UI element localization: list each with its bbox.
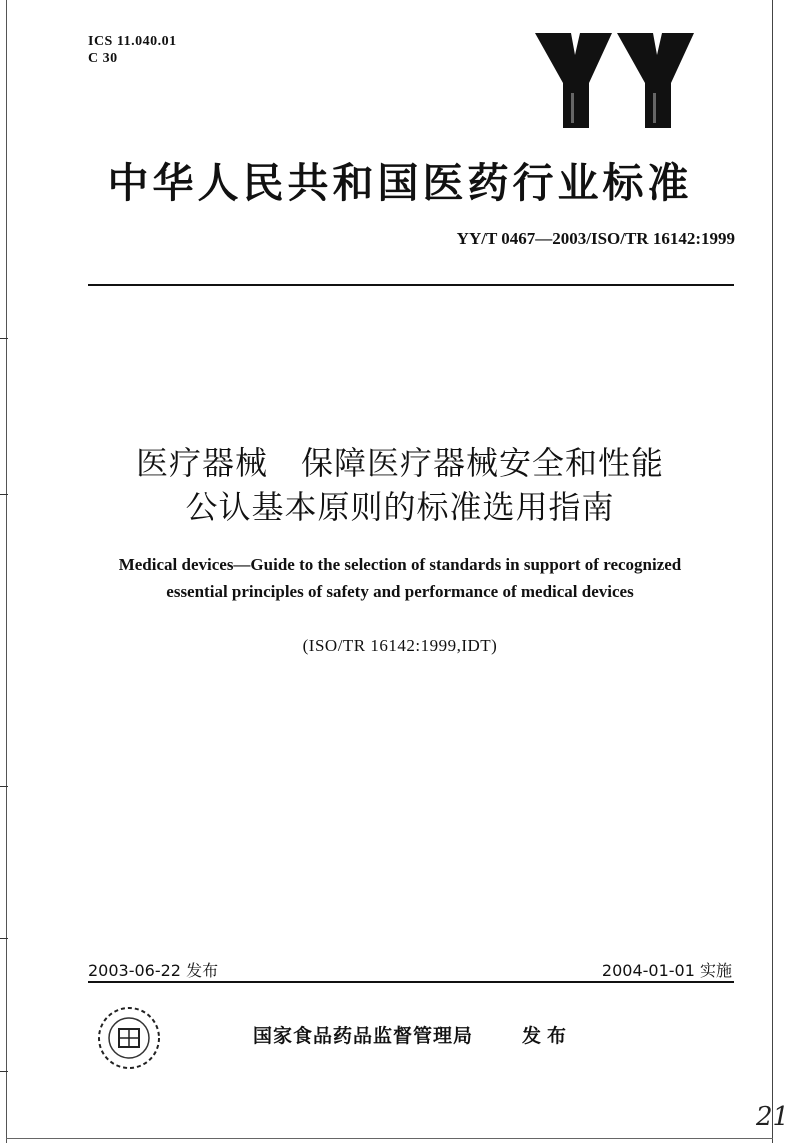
- standard-body-title: 中华人民共和国医药行业标准: [107, 159, 693, 207]
- margin-tick: [0, 938, 8, 939]
- title-cn-line2: 公认基本原则的标准选用指南: [185, 488, 615, 526]
- equivalence-note: (ISO/TR 16142:1999,IDT): [302, 636, 498, 655]
- margin-tick: [0, 786, 8, 787]
- publish-label: 发布: [522, 1025, 573, 1047]
- issuer-seal-icon: [92, 1005, 166, 1071]
- left-page-edge: [6, 0, 7, 1143]
- ccs-classification: C 30: [88, 51, 118, 66]
- effective-date: 2004-01-01 实施: [601, 961, 732, 980]
- title-cn-line1: 医疗器械 保障医疗器械安全和性能: [135, 444, 664, 482]
- handwritten-page-number: 21: [756, 1102, 790, 1132]
- right-page-edge: [772, 0, 773, 1143]
- yy-standard-mark: [535, 33, 695, 128]
- margin-tick: [0, 338, 8, 339]
- ics-classification: ICS 11.040.01: [88, 34, 177, 49]
- footer-divider: [88, 981, 734, 983]
- header-divider: [88, 284, 734, 286]
- standard-code: YY/T 0467—2003/ISO/TR 16142:1999: [456, 229, 735, 248]
- title-en-line2: essential principles of safety and performance of medical devices: [166, 582, 634, 601]
- title-en-line1: Medical devices—Guide to the selection of standards in support of recognized: [118, 555, 682, 574]
- margin-tick: [0, 494, 8, 495]
- margin-tick: [0, 1071, 8, 1072]
- issuing-authority: 国家食品药品监督管理局: [253, 1025, 474, 1047]
- page-bottom-edge: [6, 1138, 773, 1139]
- issue-date: 2003-06-22 发布: [88, 961, 219, 980]
